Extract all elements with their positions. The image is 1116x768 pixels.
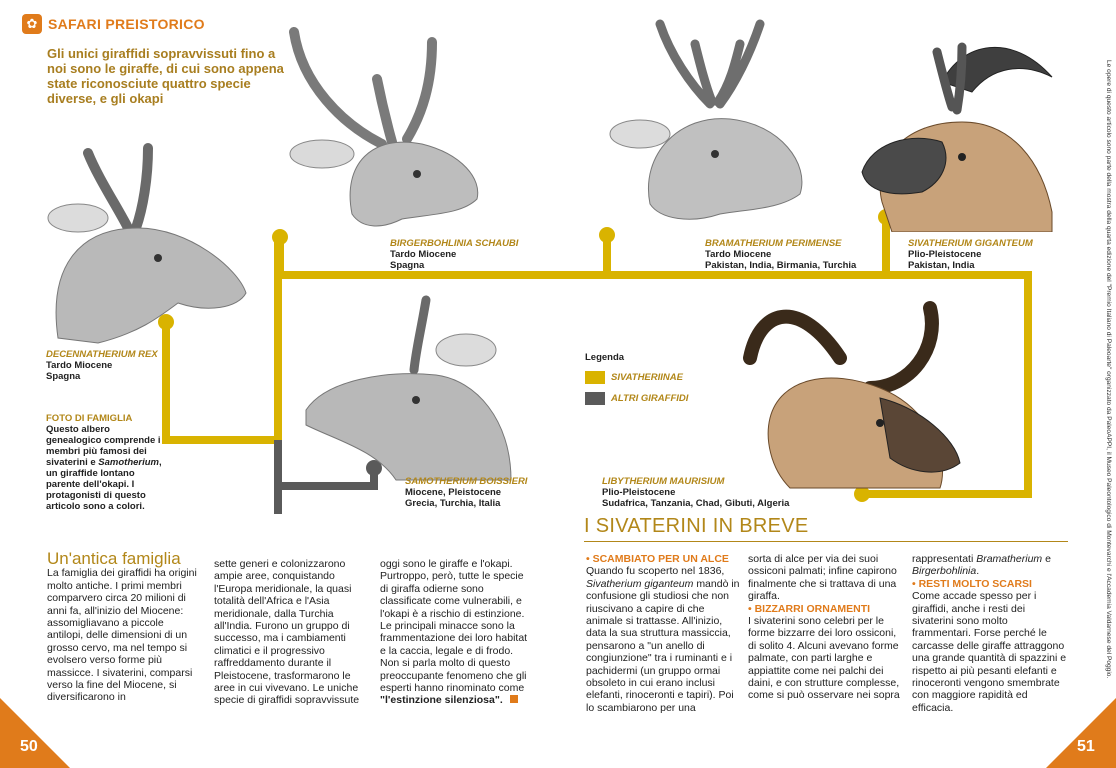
page-corner-right [1046,698,1116,768]
article-column-1: Un'antica famiglia La famiglia dei giraffidi ha origini molto antiche. I primi membri comparvero circa 20 milioni di anni fa, all'inizio del Miocene: assomigliavano a piccole antilopi, delle dimensioni di un grosso cervo, ma nel tempo si evolsero verso forme più massicce. I sivaterini, comparsi verso la fine del Miocene, si diversificarono in [47,549,197,704]
legend-item-sivatheriinae: SIVATHERIINAE [585,371,688,384]
species-label-libytherium: LIBYTHERIUM MAURISIUM Plio-Pleistocene Sudafrica, Tanzania, Chad, Gibuti, Algeria [602,476,790,509]
libytherium-illustration [730,288,970,498]
samotherium-illustration [296,290,516,490]
species-label-bramatherium: BRAMATHERIUM PERIMENSE Tardo Miocene Pakistan, India, Birmania, Turchia [705,238,857,271]
breve-column-2: sorta di alce per via dei suoi ossiconi palmati; infine capirono finalmente che si trattava di una giraffa. • BIZZARRI ORNAMENTI I sivaterini sono celebri per le forme bizzarre dei loro ossiconi, di solito 4. Alcuni avevano forme palmate, con parti larghe e appiattite come nei palchi dei daini, e con strutture complesse, come si può osservare nei sopra [748,553,900,702]
legend-item-altri-giraffidi: ALTRI GIRAFFIDI [585,392,688,405]
section-title: SAFARI PREISTORICO [48,16,205,32]
legend: Legenda SIVATHERIINAE ALTRI GIRAFFIDI [585,352,689,404]
article-column-2: sette generi e colonizzarono ampie aree, conquistando l'Europa meridionale, la quasi totalità dell'Africa e l'Asia meridionale, dalla Turchia all'India. Furono un gruppo di successo, ma i cambiamenti climatici e il progressivo raffreddamento durante il Pleistocene, trasformarono le aree in cui vivevano. Le uniche specie di giraffidi sopravvissute [214,558,360,707]
species-label-samotherium: SAMOTHERIUM BOISSIERI Miocene, Pleistocene Grecia, Turchia, Italia [405,476,528,509]
species-label-birgerbohlinia: BIRGERBOHLINIA SCHAUBI Tardo Miocene Spagna [390,238,519,271]
article-column-3: oggi sono le giraffe e l'okapi. Purtroppo, però, tutte le specie di giraffa odierne sono classificate come vulnerabili, e l'okapi è a rischio di estinzione. Le principali minacce sono la frammentazione dei loro habitat e la caccia, legale e di frodo. Non si parla molto di questo preoccupante fenomeno che gli esperti hanno rinominato come "l'estinzione silenziosa". [380,558,528,707]
intro-text: Gli unici giraffidi sopravvissuti fino a noi sono le giraffe, di cui sono appena state riconosciute quattro specie diverse, e gli okapi [47,46,284,106]
breve-column-1: • SCAMBIATO PER UN ALCE Quando fu scoperto nel 1836, Sivatherium giganteum mandò in confusione gli studiosi che non riuscivano a capire di che animale si trattasse. All'inizio, data la sua struttura massiccia, pensarono a "un anello di congiunzione" tra i ruminanti e i pachidermi (un gruppo ormai obsoleto in cui erano inclusi elefanti, rinoceronti e tapiri). Poi lo scambiarono per una [586,553,740,714]
decennatherium-illustration [18,118,258,348]
credit-text: Le opere di questo articolo sono parte della mostra della quarta edizione del "Premio Italiano di Paleoarte" organizzato da PaleoAPPI, il Museo Paleontologico di Montevarchi e l'Accademia Valdarnese del Poggio. [1105,60,1112,679]
breve-title: I SIVATERINI IN BREVE [584,515,1068,542]
sivatherium-illustration [852,22,1062,232]
bramatherium-illustration [600,4,830,232]
species-label-decennatherium: DECENNATHERIUM REX Tardo Miocene Spagna [46,349,158,382]
page-number-left: 50 [20,738,38,755]
article-title: Un'antica famiglia [47,549,181,568]
end-mark-icon [510,695,518,703]
breve-column-3: rappresentati Bramatherium e Birgerbohlinia. • RESTI MOLTO SCARSI Come accade spesso per i giraffidi, anche i resti dei sivaterini sono molto frammentari. Forse perché le carcasse delle giraffe attraggono una grande quantità di spazzini e rispetto ai più pesanti elefanti e rinoceronti vengono smembrate con maggiore rapidità ed efficacia. [912,553,1067,714]
page-corner-left [0,698,70,768]
photo-caption: FOTO DI FAMIGLIA Questo albero genealogico comprende i membri più famosi dei sivaterini e Samotherium, un giraffide lontano parente dell'okapi. I protagonisti di questo articolo sono a colori. [46,413,162,512]
paw-icon: ✿ [22,14,42,34]
page-number-right: 51 [1077,738,1095,755]
birgerbohlinia-illustration [282,14,497,234]
species-label-sivatherium: SIVATHERIUM GIGANTEUM Plio-Pleistocene Pakistan, India [908,238,1033,271]
